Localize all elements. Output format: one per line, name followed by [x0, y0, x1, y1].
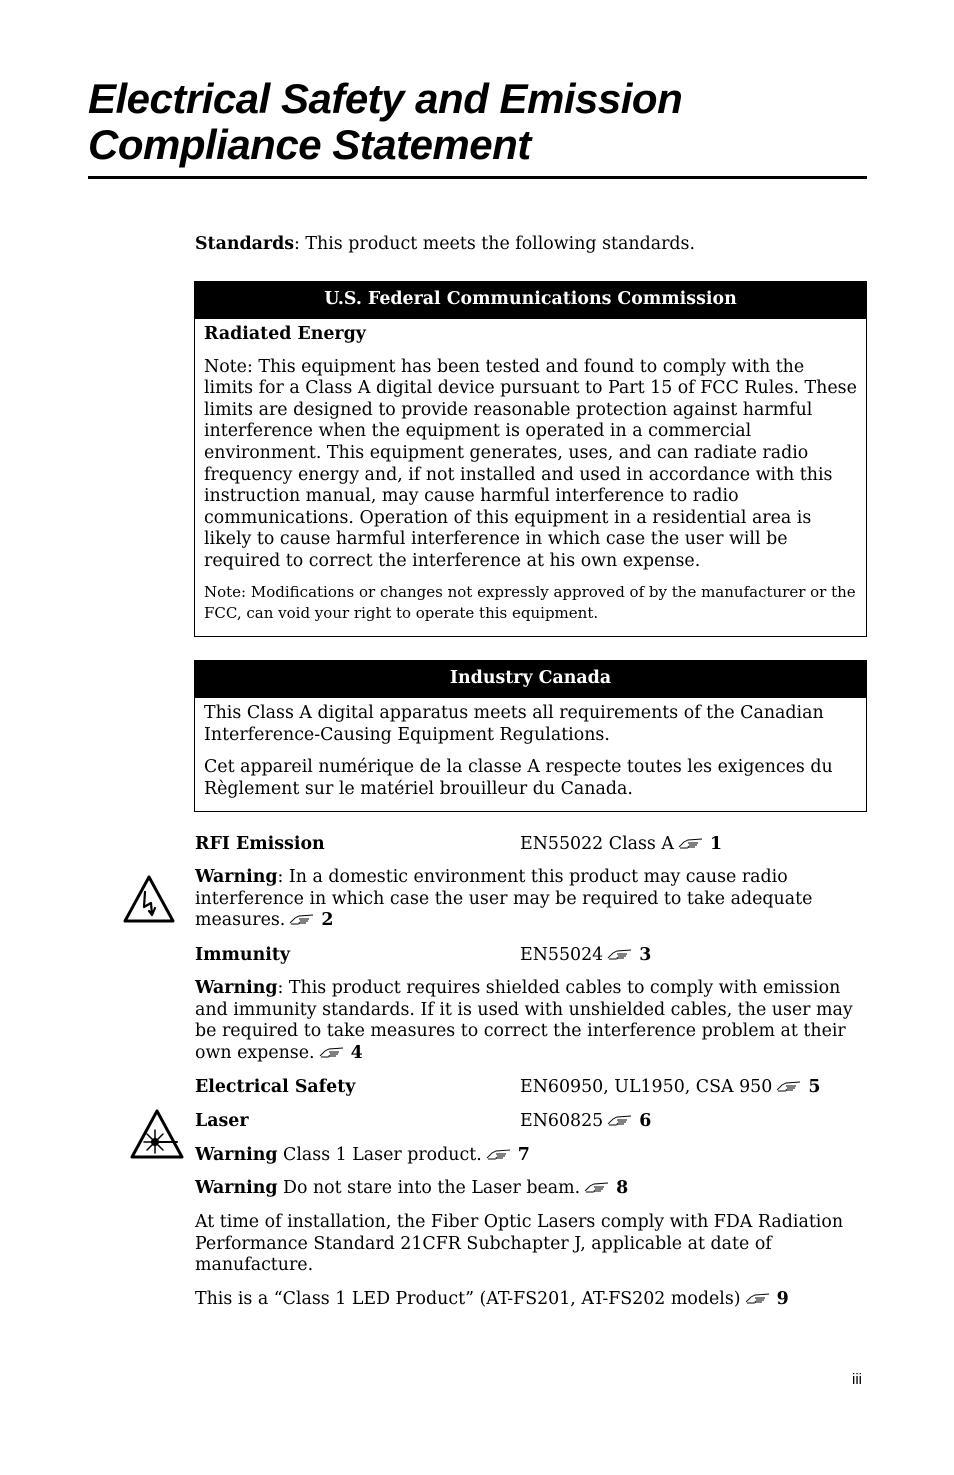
fcc-box-header: U.S. Federal Communications Commission [195, 282, 866, 319]
pointing-hand-icon [745, 1291, 773, 1305]
warning2-label: Warning [195, 978, 278, 998]
warning4-ref: 8 [616, 1178, 629, 1198]
standards-text: : This product meets the following standards. [294, 234, 695, 254]
page-number: iii [852, 1371, 862, 1388]
warning3 [195, 1145, 867, 1167]
immunity-row-value [520, 945, 651, 967]
warning4-label: Warning [195, 1178, 278, 1198]
pointing-hand-icon [319, 1045, 347, 1059]
elec-safety-value: EN60950, UL1950, CSA 950 [520, 1077, 773, 1097]
page-title-line1: Electrical Safety and Emission [88, 75, 683, 122]
elec-safety-ref: 5 [808, 1077, 821, 1097]
warning2-ref: 4 [350, 1042, 363, 1063]
pointing-hand-icon [607, 1113, 635, 1127]
laser-value: EN60825 [520, 1111, 604, 1131]
standards-label: Standards [195, 234, 295, 254]
warning1-ref: 2 [321, 910, 334, 930]
rfi-ref: 1 [709, 834, 723, 854]
canada-box-header: Industry Canada [195, 661, 866, 698]
canada-box [194, 660, 867, 812]
rfi-row-value [520, 834, 722, 856]
fcc-subheading: Radiated Energy [204, 324, 366, 344]
pointing-hand-icon [486, 1147, 514, 1161]
immunity-label: Immunity [195, 945, 290, 965]
pointing-hand-icon [289, 912, 317, 926]
rfi-label: RFI Emission [195, 834, 325, 854]
pointing-hand-icon [584, 1180, 612, 1194]
standards-intro [195, 234, 867, 256]
pointing-hand-icon [678, 836, 706, 850]
elec-safety-row-value [520, 1077, 820, 1099]
fcc-note1: Note: This equipment has been tested and found to comply with the limits for a Class A digital device pursuant to Part 15 of FCC Rules. These limits are designed to provide reasonable protection against harmful interference when the equipment is operated in a commercial environment. This equipment generates, uses, and can radiate radio frequency energy and, if not installed and used in accordance with this instruction manual, may cause harmful interference to radio communications. Operation of this equipment in a residential area is likely to cause harmful interference in which case the user will be required to correct the interference at his own expense. [204, 356, 857, 571]
page-title [88, 76, 868, 168]
fcc-box [194, 281, 867, 637]
warning4-text: Do not stare into the Laser beam. [277, 1178, 581, 1198]
warning1 [195, 867, 867, 932]
canada-para-en: This Class A digital apparatus meets all requirements of the Canadian Interference-Causing Equipment Regulations. [204, 703, 824, 745]
page-title-line2: Compliance Statement [88, 121, 531, 168]
warning3-text: Class 1 Laser product. [277, 1145, 482, 1165]
laser-row-value [520, 1111, 651, 1133]
warning1-text: : In a domestic environment this product may cause radio interference in which case the user may be required to take adequate measures. [195, 867, 813, 930]
pointing-hand-icon [607, 947, 635, 961]
warning1-label: Warning [195, 867, 278, 887]
led-statement [195, 1289, 867, 1311]
led-text: This is a “Class 1 LED Product” (AT-FS201, AT-FS202 models) [195, 1289, 741, 1309]
warning4 [195, 1178, 867, 1200]
immunity-ref: 3 [639, 945, 652, 965]
led-ref: 9 [776, 1289, 789, 1309]
fcc-note2: Note: Modifications or changes not expressly approved of by the manufacturer or the FCC, can void your right to operate this equipment. [204, 582, 856, 623]
elec-safety-label: Electrical Safety [195, 1077, 356, 1097]
electrical-hazard-icon [122, 874, 176, 924]
title-rule [88, 176, 867, 179]
canada-para-fr: Cet appareil numérique de la classe A respecte toutes les exigences du Règlement sur le matériel brouilleur du Canada. [204, 757, 833, 799]
pointing-hand-icon [776, 1079, 804, 1093]
warning3-ref: 7 [517, 1145, 530, 1165]
laser-hazard-icon [129, 1108, 185, 1160]
laser-label: Laser [195, 1111, 249, 1131]
immunity-value: EN55024 [520, 945, 604, 965]
warning3-label: Warning [195, 1145, 278, 1165]
rfi-value: EN55022 Class A [520, 834, 674, 854]
laser-ref: 6 [639, 1111, 652, 1131]
fda-paragraph: At time of installation, the Fiber Optic Lasers comply with FDA Radiation Performance Standard 21CFR Subchapter J, applicable at date of manufacture. [195, 1212, 844, 1275]
warning2-text: : This product requires shielded cables to comply with emission and immunity standards. If it is used with unshielded cables, the user may be required to take measures to correct the interference problem at their own expense. [195, 978, 853, 1063]
warning2 [195, 978, 867, 1064]
